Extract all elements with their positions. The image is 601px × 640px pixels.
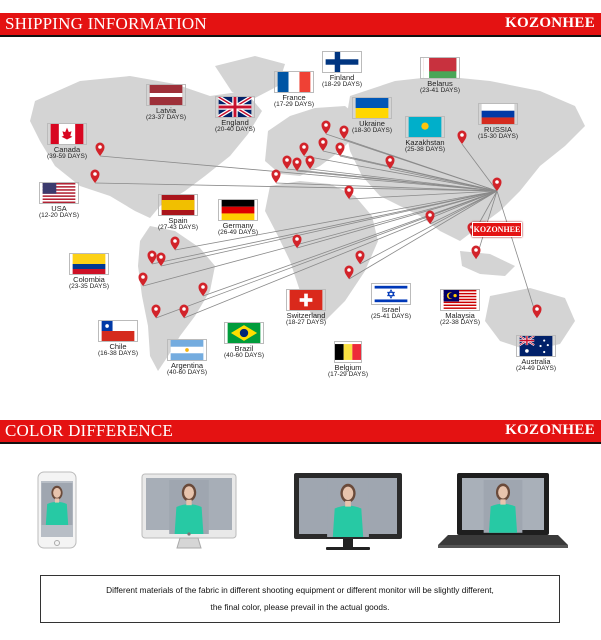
- delivery-days: (24-49 DAYS): [516, 364, 556, 372]
- country-name: RUSSIA: [484, 125, 512, 134]
- brand-logo: KOZONHEE: [505, 15, 595, 31]
- delivery-days: (20-40 DAYS): [215, 125, 255, 133]
- delivery-days: (25-41 DAYS): [371, 312, 411, 320]
- delivery-days: (18-27 DAYS): [286, 318, 326, 326]
- country-russia: [457, 104, 539, 141]
- imac-icon: [142, 474, 236, 548]
- delivery-days: (39-59 DAYS): [47, 152, 87, 160]
- belarus-flag-icon: [421, 58, 459, 78]
- delivery-days: (22-38 DAYS): [440, 318, 480, 326]
- delivery-days: (27-43 DAYS): [158, 223, 198, 231]
- argentina-flag-icon: [168, 340, 206, 360]
- country-name: Switzerland: [286, 311, 326, 320]
- monitor-icon: [294, 473, 402, 550]
- country-canada: [26, 124, 108, 161]
- country-usa: [18, 183, 100, 220]
- shipping-title: SHIPPING INFORMATION: [5, 14, 207, 33]
- phone-icon: [38, 472, 76, 548]
- country-name: Israel: [381, 305, 401, 314]
- country-name: Chile: [109, 342, 127, 351]
- country-england: [194, 97, 276, 134]
- russia-flag-icon: [479, 104, 517, 124]
- color-note: [40, 575, 560, 623]
- country-name: Kazakhstan: [405, 138, 445, 147]
- brazil-flag-icon: [225, 323, 263, 343]
- country-name: Latvia: [155, 106, 176, 115]
- delivery-days: (25-38 DAYS): [405, 145, 445, 153]
- country-name: Argentina: [170, 361, 204, 370]
- country-belarus: [399, 58, 481, 95]
- delivery-days: (18-30 DAYS): [352, 126, 392, 134]
- delivery-days: (26-49 DAYS): [218, 228, 258, 236]
- finland-flag-icon: [323, 52, 361, 72]
- country-name: Spain: [168, 216, 188, 225]
- country-name: Brazil: [234, 344, 254, 353]
- australia-flag-icon: [517, 336, 555, 356]
- country-malaysia: [419, 290, 501, 327]
- sea-islands-shape: [460, 251, 515, 276]
- usa-flag-icon: [40, 183, 78, 203]
- latvia-flag-icon: [147, 85, 185, 105]
- france-flag-icon: [275, 72, 313, 92]
- canada-flag-icon: [48, 124, 86, 144]
- country-name: Colombia: [73, 275, 105, 284]
- spain-flag-icon: [159, 195, 197, 215]
- country-name: England: [221, 118, 249, 127]
- delivery-days: (23-35 DAYS): [69, 282, 109, 290]
- delivery-days: (12-20 DAYS): [39, 211, 79, 219]
- kazakhstan-flag-icon: [406, 117, 444, 137]
- country-name: Australia: [521, 357, 551, 366]
- country-name: Belgium: [334, 363, 362, 372]
- delivery-days: (17-29 DAYS): [274, 100, 314, 108]
- note-line-2: the final color, please prevail in the actual goods.: [210, 602, 390, 612]
- delivery-days: (40-60 DAYS): [167, 368, 207, 376]
- country-switzerland: [265, 290, 347, 327]
- malaysia-flag-icon: [441, 290, 479, 310]
- hub-logo: KOZONHEE: [472, 222, 522, 237]
- delivery-days: (23-41 DAYS): [420, 86, 460, 94]
- ukraine-flag-icon: [353, 98, 391, 118]
- country-name: Malaysia: [445, 311, 475, 320]
- country-name: USA: [51, 204, 67, 213]
- country-name: Canada: [53, 145, 81, 154]
- map-pin-icon: [272, 170, 281, 184]
- device-illustrations: [0, 458, 601, 568]
- country-name: Ukraine: [359, 119, 385, 128]
- chile-flag-icon: [99, 321, 137, 341]
- country-name: Belarus: [427, 79, 453, 88]
- country-belgium: [307, 342, 389, 379]
- uk-flag-icon: [216, 97, 254, 117]
- country-argentina: [146, 340, 228, 377]
- device-row: [0, 458, 601, 568]
- country-germany: [197, 200, 279, 237]
- israel-flag-icon: [372, 284, 410, 304]
- country-australia: [495, 336, 577, 373]
- country-colombia: [48, 254, 130, 291]
- country-name: Finland: [329, 73, 355, 82]
- color-difference-title: COLOR DIFFERENCE: [5, 421, 174, 440]
- germany-flag-icon: [219, 200, 257, 220]
- delivery-days: (15-30 DAYS): [478, 132, 518, 140]
- delivery-days: (17-29 DAYS): [328, 370, 368, 378]
- delivery-days: (23-37 DAYS): [146, 113, 186, 121]
- delivery-days: (40-60 DAYS): [224, 351, 264, 359]
- brand-logo: KOZONHEE: [505, 422, 595, 438]
- shipping-map: [0, 26, 601, 396]
- switzerland-flag-icon: [287, 290, 325, 310]
- country-kazakhstan: [384, 117, 466, 154]
- color-difference-banner: [0, 420, 601, 444]
- delivery-days: (18-29 DAYS): [322, 80, 362, 88]
- belgium-flag-icon: [335, 342, 361, 362]
- country-name: Germany: [222, 221, 254, 230]
- delivery-days: (16-38 DAYS): [98, 349, 138, 357]
- colombia-flag-icon: [70, 254, 108, 274]
- country-name: France: [282, 93, 306, 102]
- note-line-1: Different materials of the fabric in different shooting equipment or different monitor will be slightly different,: [106, 585, 494, 595]
- laptop-icon: [438, 473, 568, 548]
